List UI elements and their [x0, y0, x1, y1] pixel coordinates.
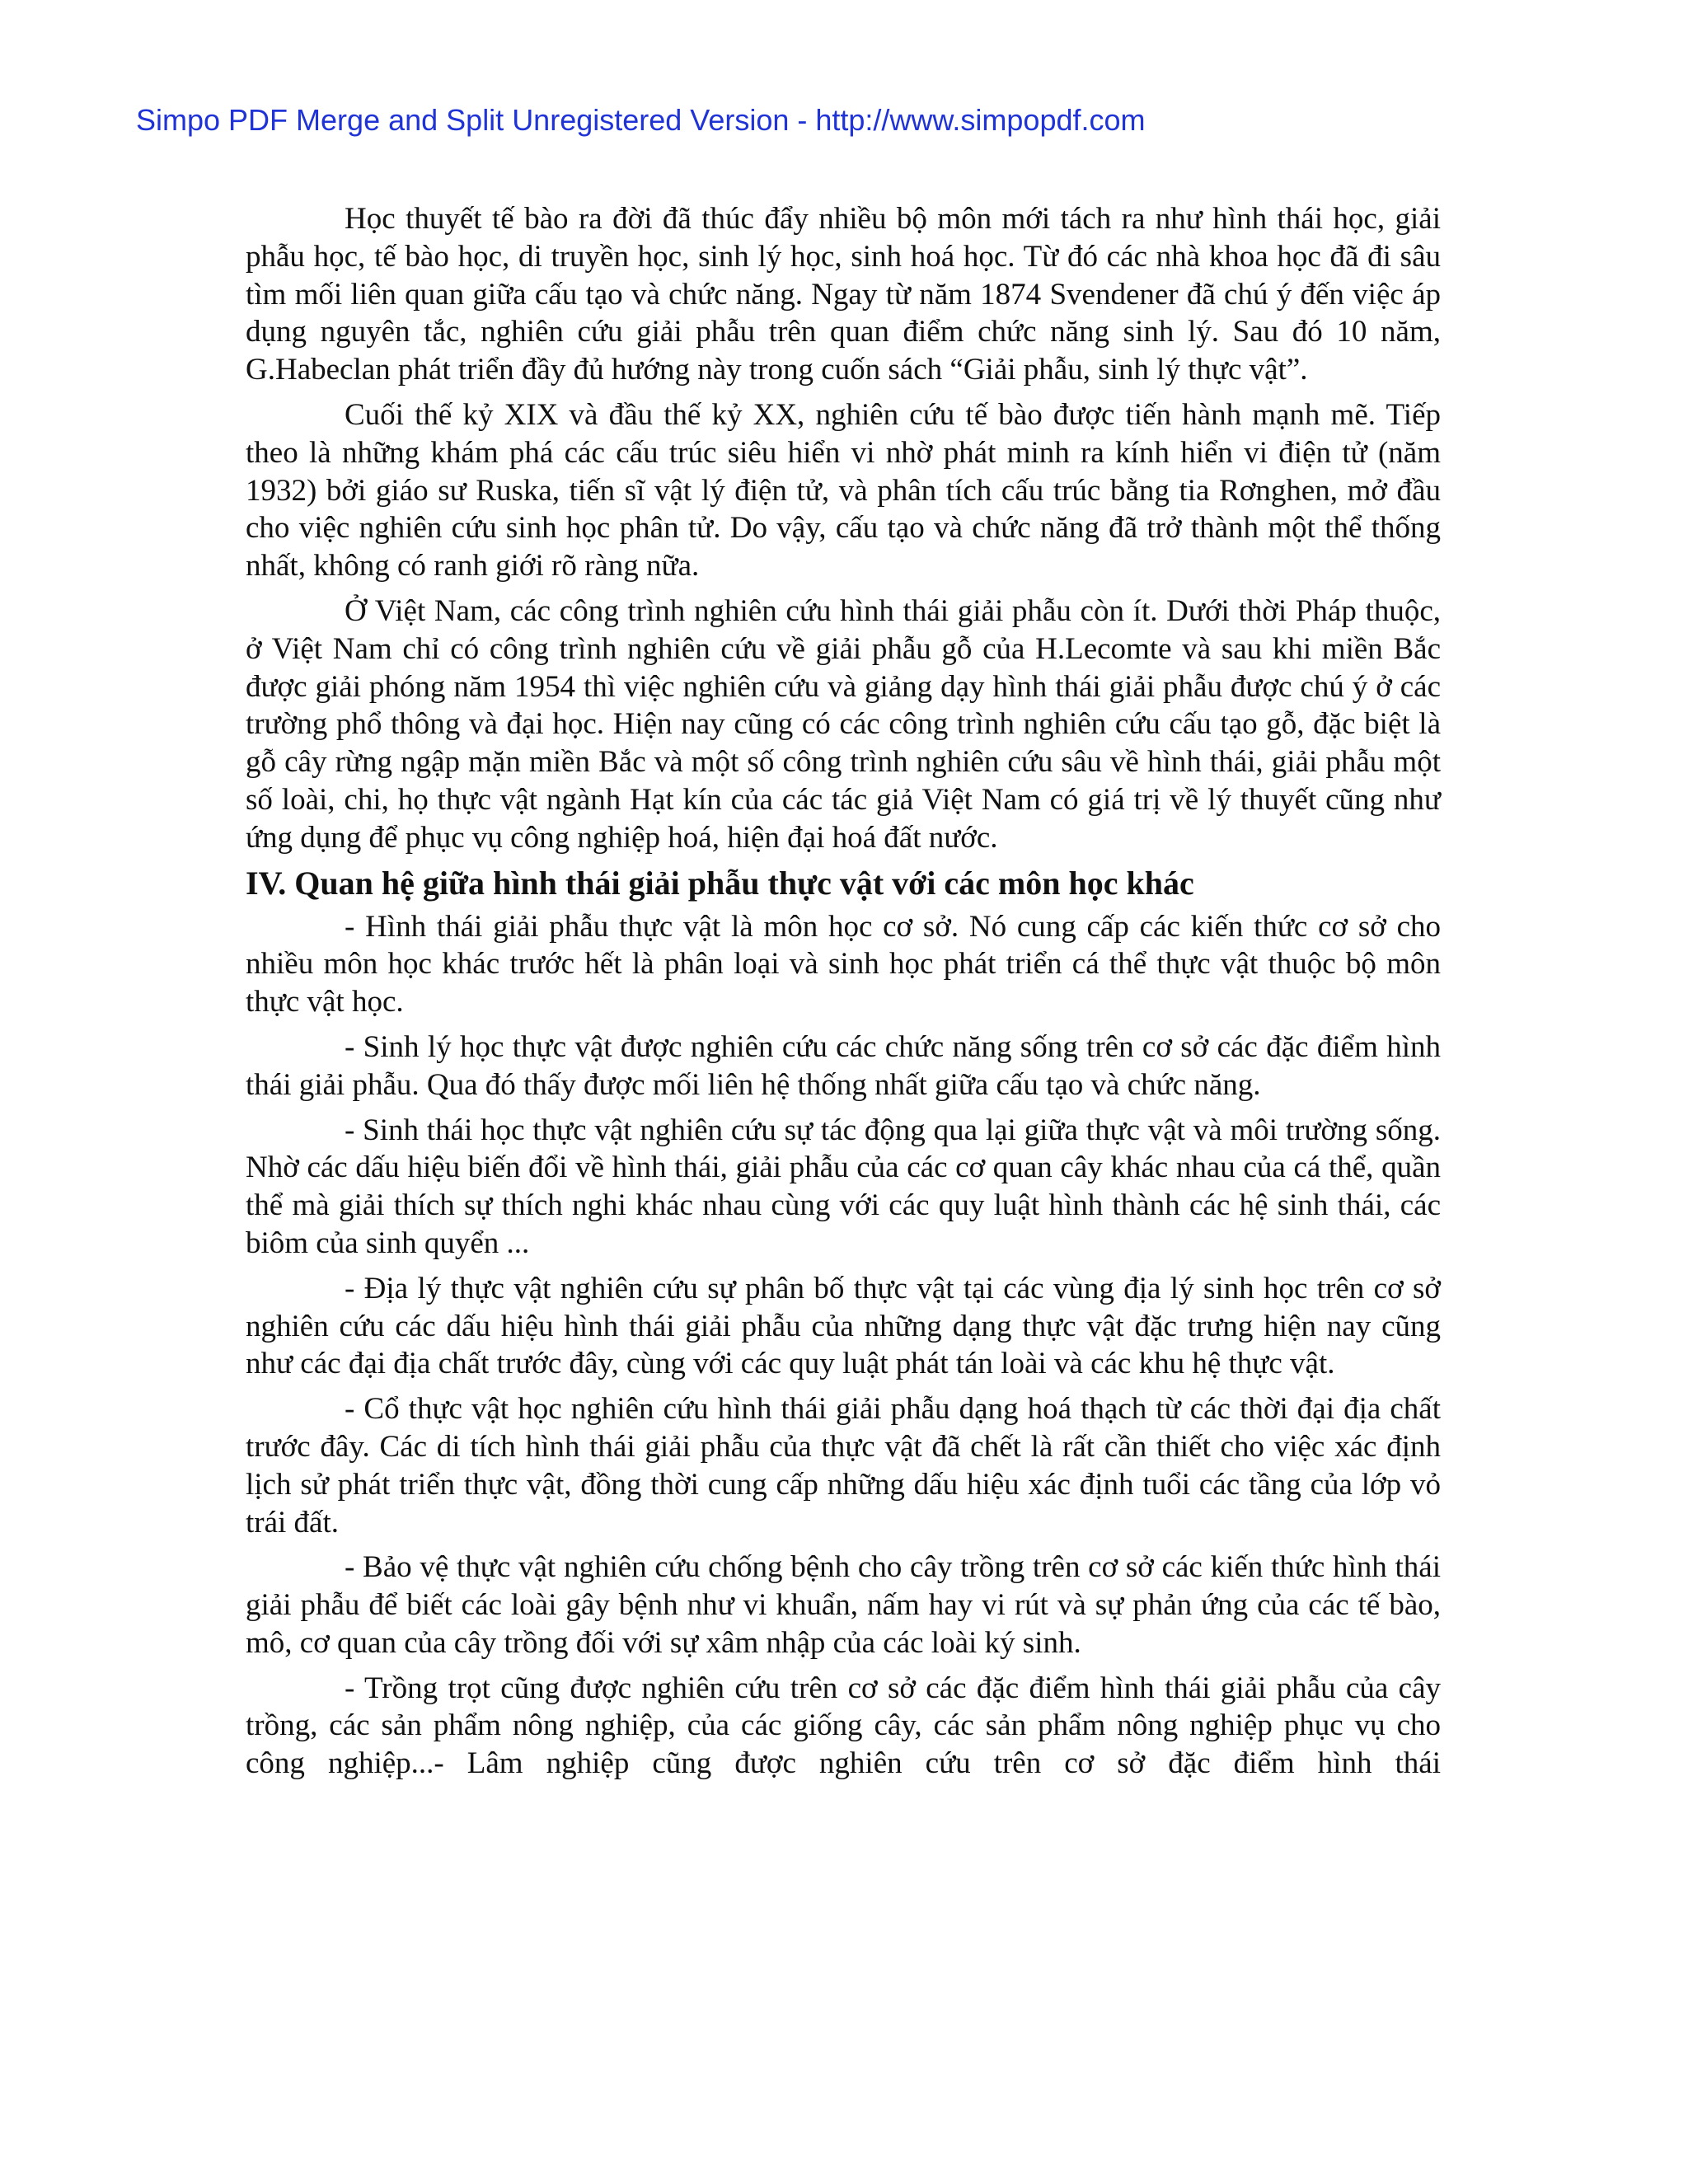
- list-item: - Trồng trọt cũng được nghiên cứu trên cơ sở các đặc điểm hình thái giải phẫu của cây trồng, các sản phẩm nông nghiệp, của các giống cây, các sản phẩm nông nghiệp phục vụ cho công nghiệp...- Lâm nghiệp cũng được nghiên cứu trên cơ sở đặc điểm hình thái: [246, 1671, 1441, 1781]
- list-item: - Hình thái giải phẫu thực vật là môn học cơ sở. Nó cung cấp các kiến thức cơ sở cho nhiều môn học khác trước hết là phân loại và sinh học phát triển cá thể thực vật thuộc bộ môn thực vật học.: [246, 909, 1441, 1019]
- list-item: - Sinh thái học thực vật nghiên cứu sự tác động qua lại giữa thực vật và môi trường sống. Nhờ các dấu hiệu biến đổi về hình thái, giải phẫu của các cơ quan cây khác nhau của cá thể, quần thể mà giải thích sự thích nghi khác nhau cùng với các quy luật hình thành các hệ sinh thái, các biôm của sinh quyển ...: [246, 1113, 1441, 1260]
- list-item: - Sinh lý học thực vật được nghiên cứu các chức năng sống trên cơ sở các đặc điểm hình thái giải phẫu. Qua đó thấy được mối liên hệ thống nhất giữa cấu tạo và chức năng.: [246, 1029, 1441, 1102]
- watermark-banner: Simpo PDF Merge and Split Unregistered Version - http://www.simpopdf.com: [136, 103, 1146, 137]
- list-item: - Bảo vệ thực vật nghiên cứu chống bệnh cho cây trồng trên cơ sở các kiến thức hình thái giải phẫu để biết các loài gây bệnh như vi khuẩn, nấm hay vi rút và sự phản ứng của các tế bào, mô, cơ quan của cây trồng đối với sự xâm nhập của các loài ký sinh.: [246, 1550, 1441, 1660]
- paragraph: Cuối thế kỷ XIX và đầu thế kỷ XX, nghiên cứu tế bào được tiến hành mạnh mẽ. Tiếp theo là những khám phá các cấu trúc siêu hiển vi nhờ phát minh ra kính hiển vi điện tử (năm 1932) bởi giáo sư Ruska, tiến sĩ vật lý điện tử, và phân tích cấu trúc bằng tia Rơnghen, mở đầu cho việc nghiên cứu sinh học phân tử. Do vậy, cấu tạo và chức năng đã trở thành một thể thống nhất, không có ranh giới rõ ràng nữa.: [246, 397, 1441, 583]
- list-item: - Địa lý thực vật nghiên cứu sự phân bố thực vật tại các vùng địa lý sinh học trên cơ sở nghiên cứu các dấu hiệu hình thái giải phẫu của những dạng thực vật đặc trưng hiện nay cũng như các đại địa chất trước đây, cùng với các quy luật phát tán loài và các khu hệ thực vật.: [246, 1271, 1441, 1381]
- section-heading: IV. Quan hệ giữa hình thái giải phẫu thực vật với các môn học khác: [246, 864, 1194, 902]
- document-body: [246, 200, 1441, 1790]
- paragraph: Học thuyết tế bào ra đời đã thúc đẩy nhiều bộ môn mới tách ra như hình thái học, giải phẫu học, tế bào học, di truyền học, sinh lý học, sinh hoá học. Từ đó các nhà khoa học đã đi sâu tìm mối liên quan giữa cấu tạo và chức năng. Ngay từ năm 1874 Svendener đã chú ý đến việc áp dụng nguyên tắc, nghiên cứu giải phẫu trên quan điểm chức năng sinh lý. Sau đó 10 năm, G.Habeclan phát triển đầy đủ hướng này trong cuốn sách “Giải phẫu, sinh lý thực vật”.: [246, 202, 1441, 387]
- paragraph: Ở Việt Nam, các công trình nghiên cứu hình thái giải phẫu còn ít. Dưới thời Pháp thuộc, ở Việt Nam chỉ có công trình nghiên cứu về giải phẫu gỗ của H.Lecomte và sau khi miền Bắc được giải phóng năm 1954 thì việc nghiên cứu và giảng dạy hình thái giải phẫu được chú ý ở các trường phổ thông và đại học. Hiện nay cũng có các công trình nghiên cứu cấu tạo gỗ, đặc biệt là gỗ cây rừng ngập mặn miền Bắc và một số công trình nghiên cứu sâu về hình thái, giải phẫu một số loài, chi, họ thực vật ngành Hạt kín của các tác giả Việt Nam có giá trị về lý thuyết cũng như ứng dụng để phục vụ công nghiệp hoá, hiện đại hoá đất nước.: [246, 593, 1441, 855]
- list-item: - Cổ thực vật học nghiên cứu hình thái giải phẫu dạng hoá thạch từ các thời đại địa chất trước đây. Các di tích hình thái giải phẫu của thực vật đã chết là rất cần thiết cho việc xác định lịch sử phát triển thực vật, đồng thời cung cấp những dấu hiệu xác định tuổi các tầng của lớp vỏ trái đất.: [246, 1392, 1441, 1540]
